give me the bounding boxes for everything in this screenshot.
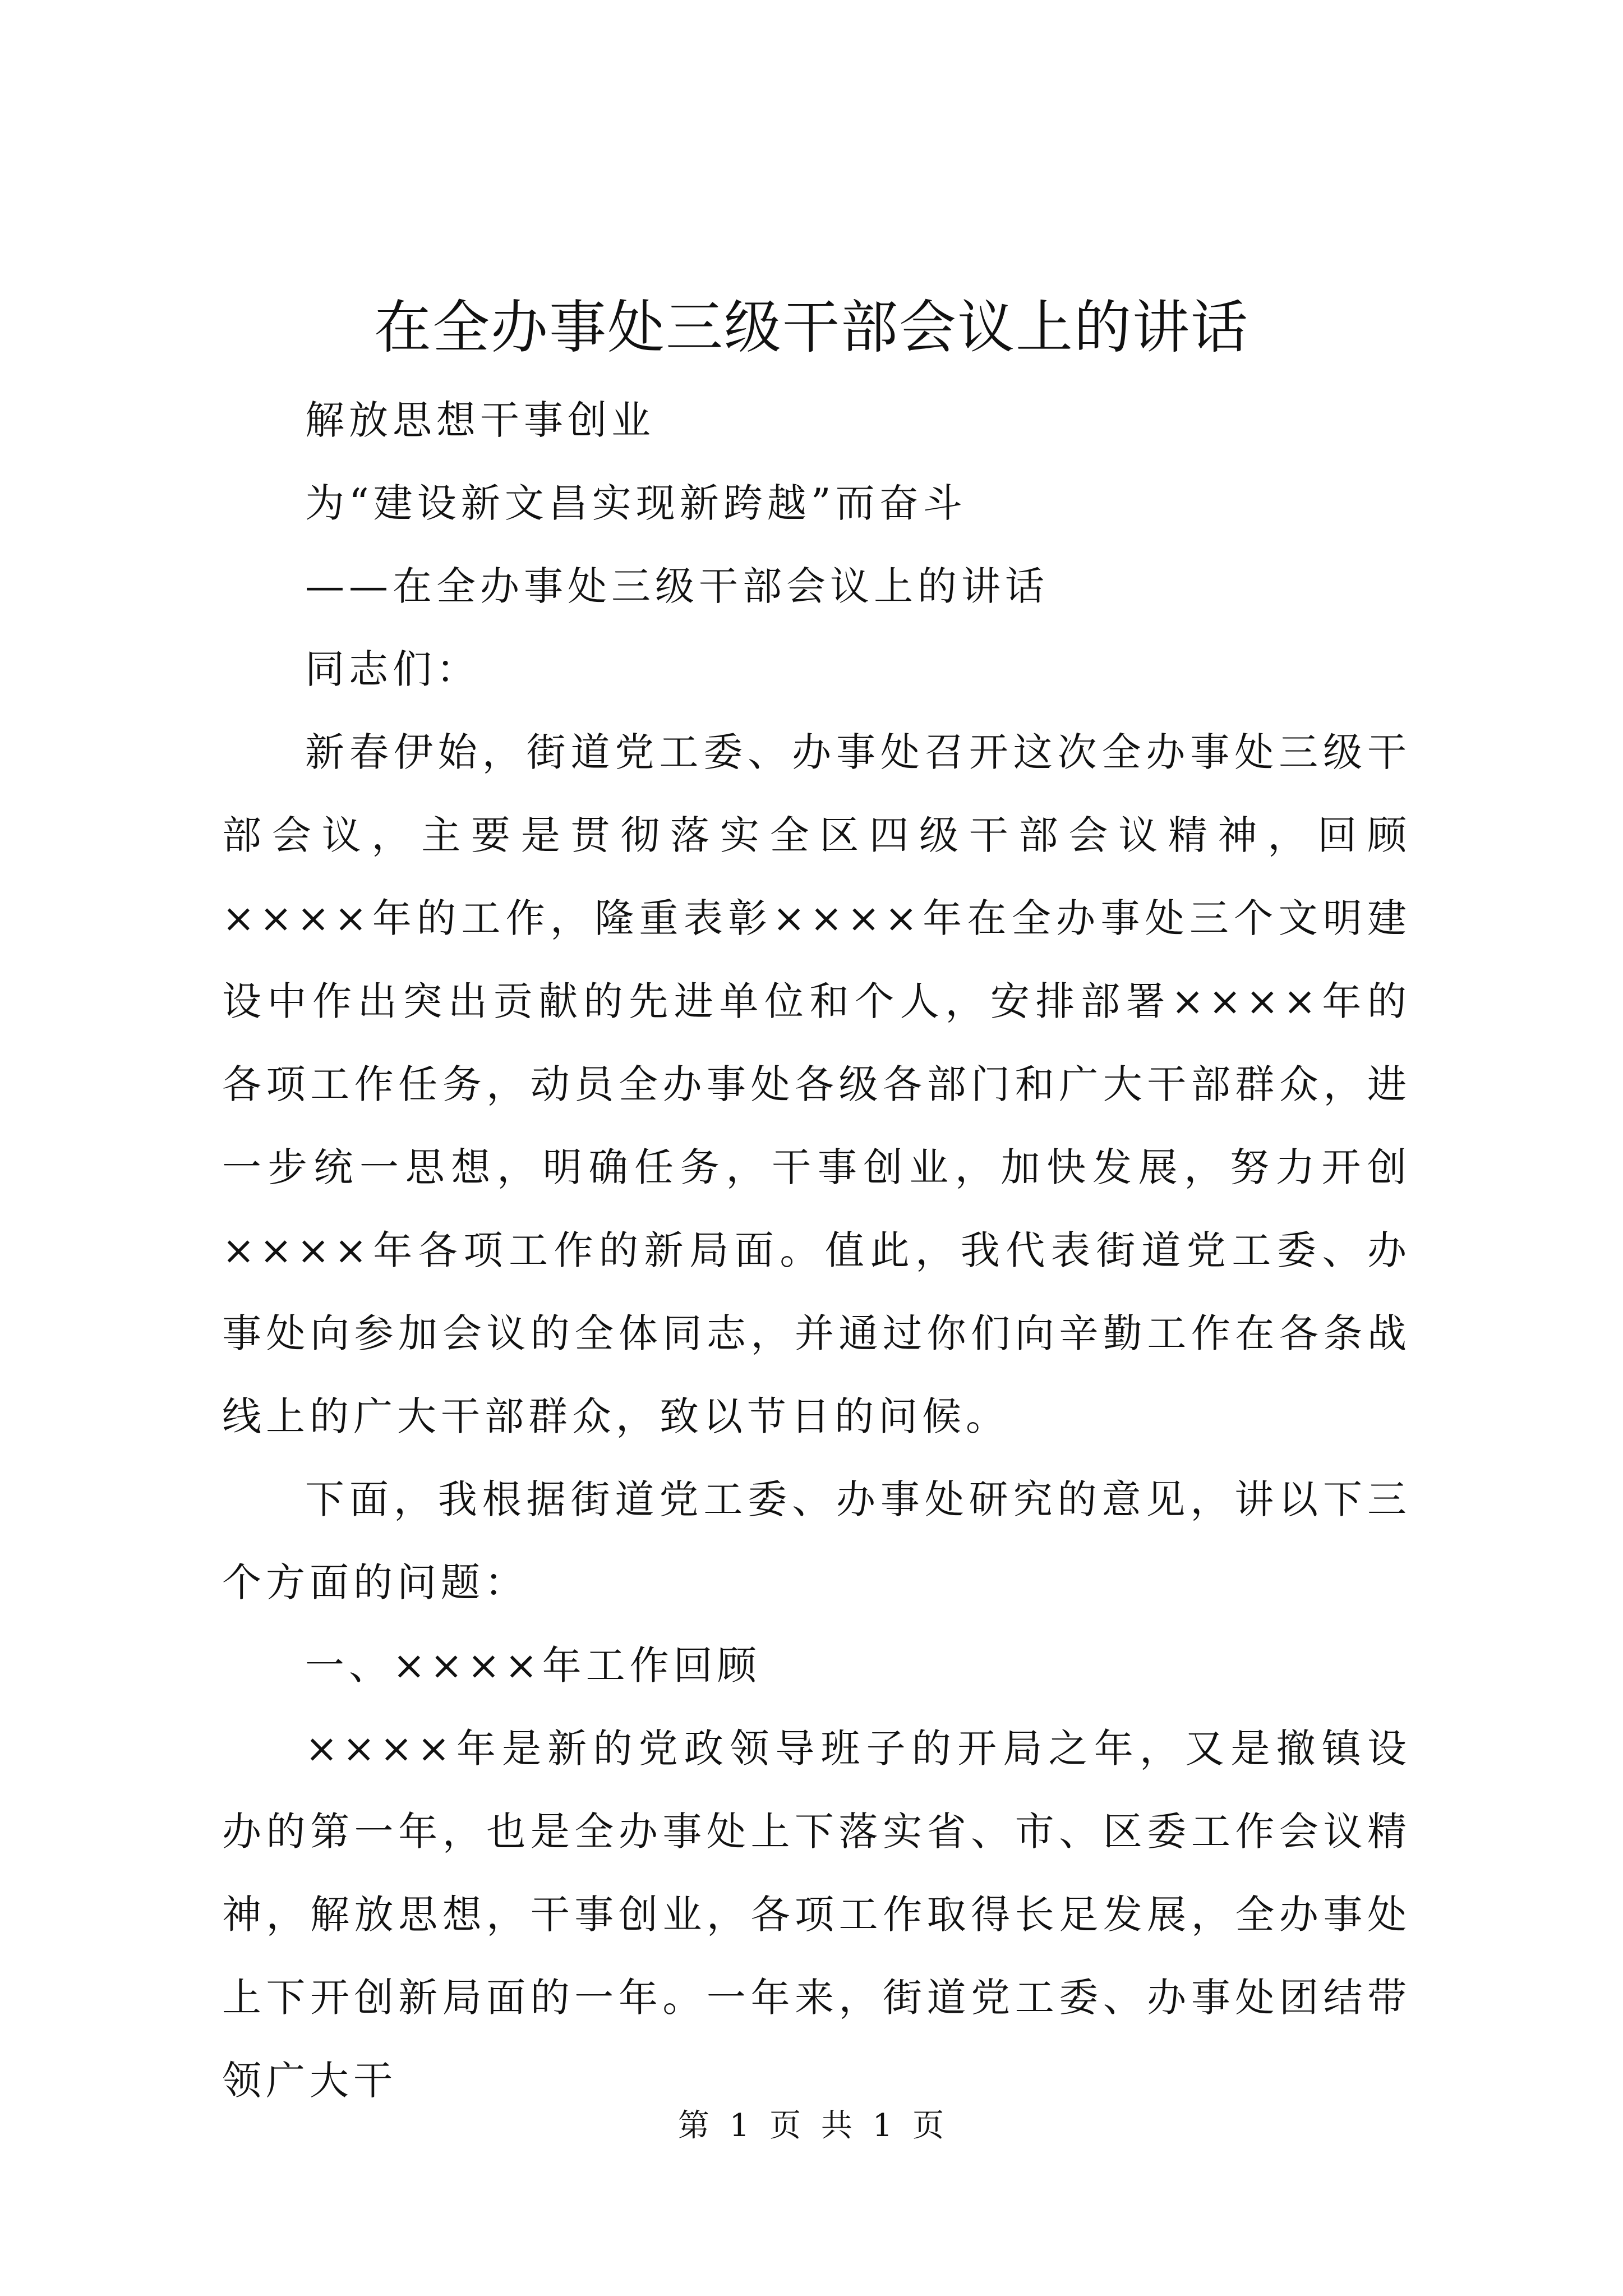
subtitle-line: 解放思想干事创业 (305, 397, 655, 443)
body-paragraph: 新春伊始，街道党工委、办事处召开这次全办事处三级干部会议，主要是贯彻落实全区四级干部会议精神，回顾××××年的工作，隆重表彰××××年在全办事处三个文明建设中作出突出贡献的先进单位和个人，安排部署××××年的各项工作任务，动员全办事处各级各部门和广大干部群众，进一步统一思想，明确任务，干事创业，加快发展，努力开创××××年各项工作的新局面。值此，我代表街道党工委、办事处向参加会议的全体同志，并通过你们向辛勤工作在各条战线上的广大干部群众，致以节日的问候。 (222, 729, 1411, 1439)
document-title: 在全办事处三级干部会议上的讲话 (374, 295, 1249, 361)
salutation: 同志们： (305, 646, 480, 692)
subtitle-line: ——在全办事处三级干部会议上的讲话 (305, 563, 1049, 609)
section-heading: 一、××××年工作回顾 (305, 1642, 761, 1688)
body-paragraph: ××××年是新的党政领导班子的开局之年，又是撤镇设办的第一年，也是全办事处上下落实省、市、区委工作会议精神，解放思想，干事创业，各项工作取得长足发展，全办事处上下开创新局面的一年。一年来，街道党工委、办事处团结带领广大干 (222, 1726, 1411, 2104)
subtitle-line: 为“建设新文昌实现新跨越”而奋斗 (305, 480, 967, 526)
page-footer: 第 1 页 共 1 页 (677, 2108, 946, 2144)
document-body (222, 379, 1411, 2122)
body-paragraph: 下面，我根据街道党工委、办事处研究的意见，讲以下三个方面的问题： (222, 1476, 1411, 1605)
